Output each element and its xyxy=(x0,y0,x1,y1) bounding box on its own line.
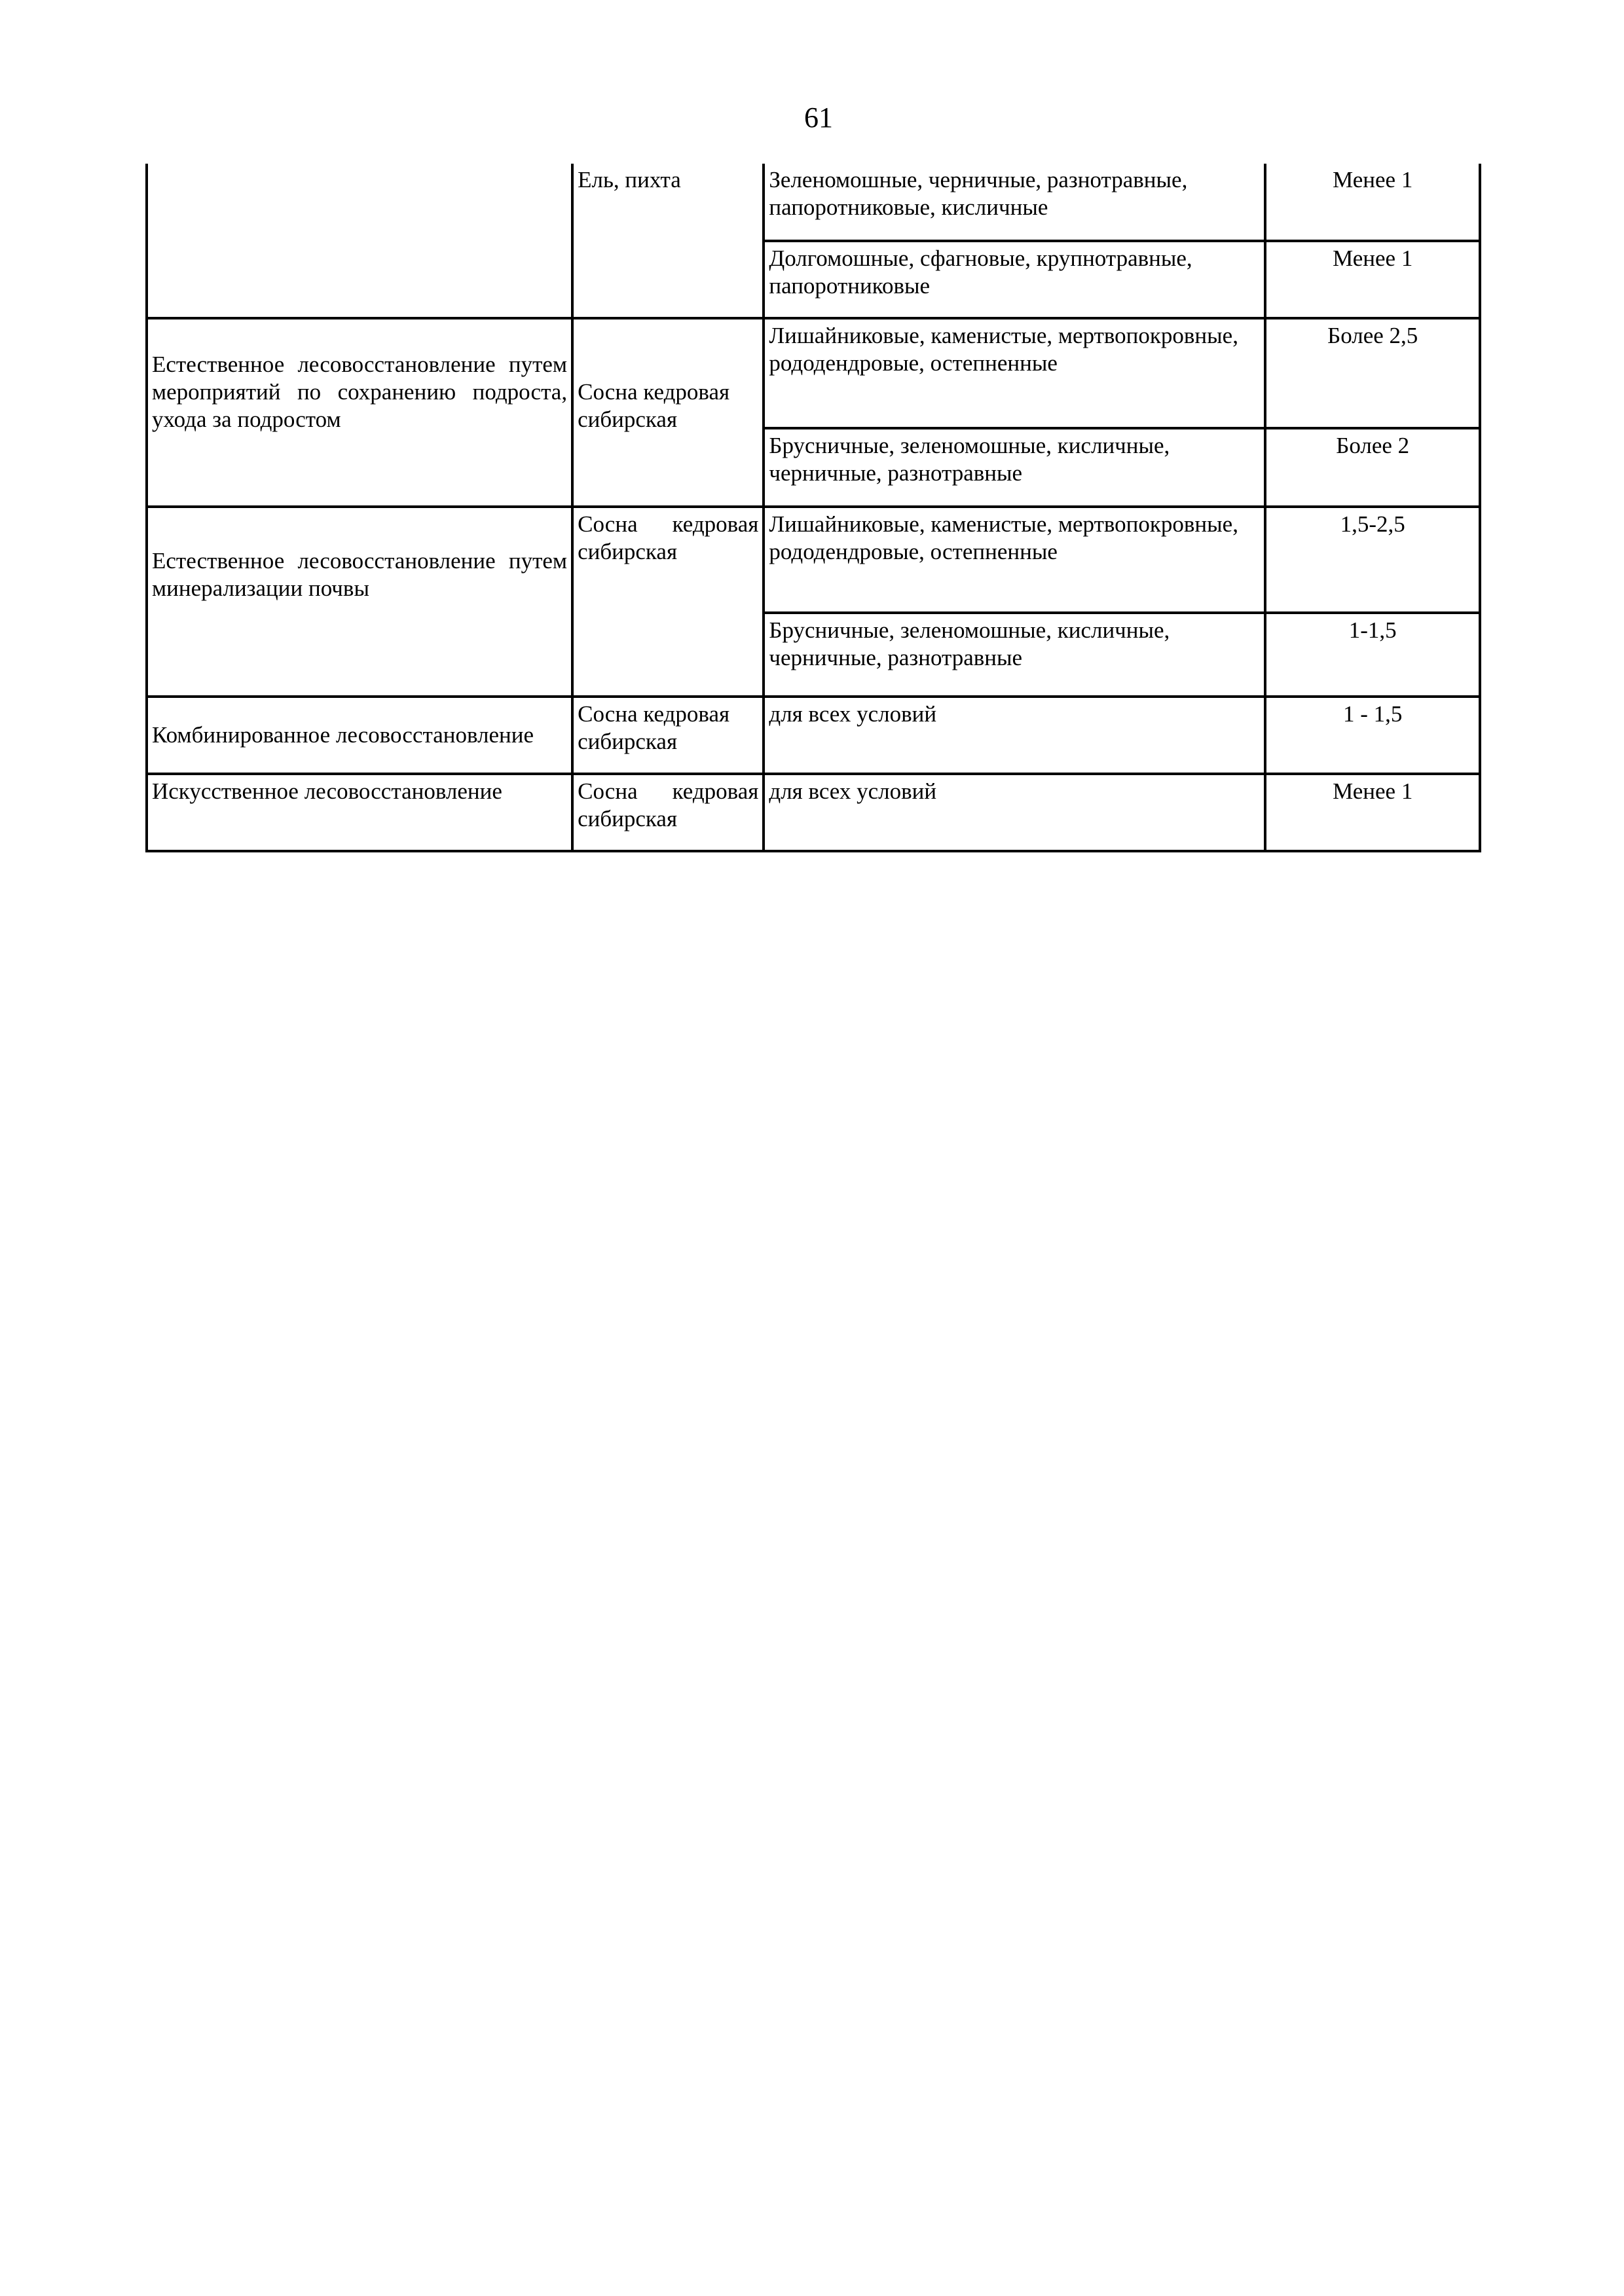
page-number: 61 xyxy=(804,101,833,134)
value-cell: Более 2,5 xyxy=(1265,318,1480,428)
table-row xyxy=(147,507,1480,613)
conditions-cell: для всех условий xyxy=(764,774,1265,851)
value-cell: 1-1,5 xyxy=(1265,613,1480,697)
conditions-cell: Брусничные, зеленомошные, кисличные, черничные, разнотравные xyxy=(764,613,1265,697)
conditions-cell: Брусничные, зеленомошные, кисличные, черничные, разнотравные xyxy=(764,428,1265,507)
method-cell xyxy=(147,164,572,318)
table-row xyxy=(147,774,1480,851)
species-cell: Сосна кедровая сибирская xyxy=(572,697,764,774)
species-cell: Сосна кедровая сибирская xyxy=(572,318,764,507)
value-cell: Менее 1 xyxy=(1265,774,1480,851)
conditions-cell: Лишайниковые, каменистые, мертвопокровные, рододендровые, остепненные xyxy=(764,318,1265,428)
value-cell: Более 2 xyxy=(1265,428,1480,507)
conditions-cell: Зеленомошные, черничные, разнотравные, папоротниковые, кисличные xyxy=(764,164,1265,241)
species-cell: Сосна кедровая сибирская xyxy=(572,507,764,697)
conditions-cell: Долгомошные, сфагновые, крупнотравные, папоротниковые xyxy=(764,241,1265,318)
method-cell: Естественное лесовосстановление путем минерализации почвы xyxy=(147,507,572,697)
species-cell: Сосна кедровая сибирская xyxy=(572,774,764,851)
value-cell: Менее 1 xyxy=(1265,241,1480,318)
table-row xyxy=(147,697,1480,774)
table-row xyxy=(147,318,1480,428)
method-cell: Комбинированное лесовосстановление xyxy=(147,697,572,774)
table-row xyxy=(147,164,1480,241)
method-cell: Искусственное лесовосстановление xyxy=(147,774,572,851)
species-cell: Ель, пихта xyxy=(572,164,764,318)
conditions-cell: для всех условий xyxy=(764,697,1265,774)
value-cell: Менее 1 xyxy=(1265,164,1480,241)
reforestation-table xyxy=(145,164,1481,852)
value-cell: 1,5-2,5 xyxy=(1265,507,1480,613)
value-cell: 1 - 1,5 xyxy=(1265,697,1480,774)
method-cell: Естественное лесовосстановление путем мероприятий по сохранению подроста, ухода за подростом xyxy=(147,318,572,507)
conditions-cell: Лишайниковые, каменистые, мертвопокровные, рододендровые, остепненные xyxy=(764,507,1265,613)
